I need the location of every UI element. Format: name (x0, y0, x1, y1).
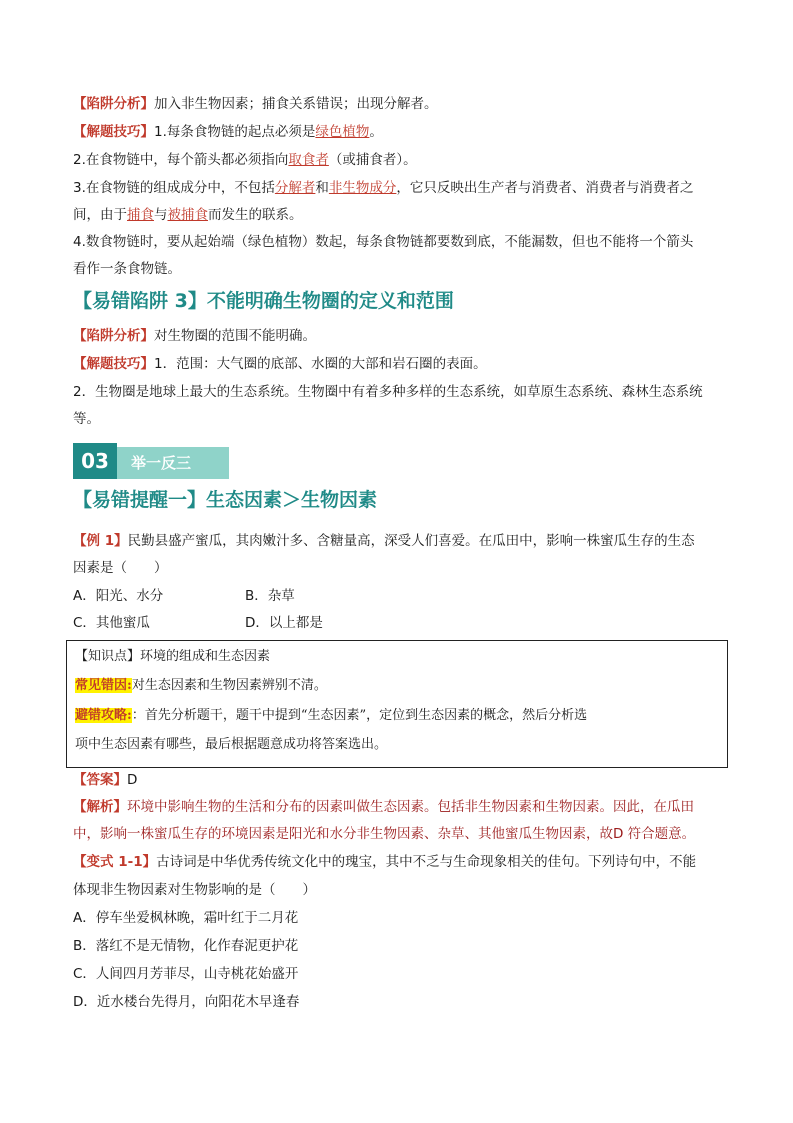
variant-option-b: B．落红不是无情物，化作春泥更护花 (73, 938, 299, 954)
example-tag: 【例 1】 (73, 533, 128, 549)
avoid-tip-tag: 避错攻略: (75, 708, 132, 723)
option-c: C．其他蜜瓜 (73, 615, 150, 631)
analysis-tag: 【解析】 (73, 799, 127, 815)
answer-value: D (127, 772, 138, 788)
example1-question-line1 (73, 531, 733, 551)
skill-line-2 (73, 150, 733, 170)
skill-line-3b (73, 205, 733, 225)
avoid-tip-text: ：首先分析题干，题干中提到“生态因素”，定位到生态因素的概念，然后分析选 (131, 708, 588, 723)
avoid-tip-line (75, 706, 723, 726)
skill-text: 与 (154, 207, 168, 223)
variant-question-line2: 体现非生物因素对生物影响的是（ ） (73, 882, 316, 898)
variant-tag: 【变式 1-1】 (73, 854, 157, 870)
example1-question-line2: 因素是（ ） (73, 560, 168, 576)
skill-text: （或捕食者）。 (328, 152, 417, 168)
skill-tag: 【解题技巧】 (73, 124, 154, 140)
skill-text: 。 (369, 124, 383, 140)
option-a: A．阳光、水分 (73, 588, 164, 604)
analysis-text: 环境中影响生物的生活和分布的因素叫做生态因素。包括非生物因素和生物因素。因此，在瓜田 (127, 799, 694, 815)
highlight-term: 捕食 (127, 207, 154, 223)
reminder-heading: 【易错提醒一】生态因素＞生物因素 (73, 489, 378, 511)
highlight-term: 分解者 (274, 180, 316, 196)
analysis-line-2: 中，影响一株蜜瓜生存的环境因素是阳光和水分非生物因素、杂草、其他蜜瓜生物因素，故D 符合题意。 (73, 826, 696, 842)
section-number: 03 (73, 443, 117, 479)
skill-text: 而发生的联系。 (208, 207, 303, 223)
answer-line (73, 770, 733, 790)
knowledge-point: 【知识点】环境的组成和生态因素 (75, 649, 271, 664)
variant-option-c: C．人间四月芳菲尽，山寺桃花始盛开 (73, 966, 299, 982)
question-text: 民勤县盛产蜜瓜，其肉嫩汁多、含糖量高，深受人们喜爱。在瓜田中，影响一株蜜瓜生存的生态 (127, 533, 695, 549)
trap-analysis-tag: 【陷阱分析】 (73, 328, 154, 344)
skill-text: 2.在食物链中，每个箭头都必须指向 (73, 152, 289, 168)
common-error-line (75, 676, 723, 696)
trap3-line-2: 2．生物圈是地球上最大的生态系统。生物圈中有着多种多样的生态系统，如草原生态系统、森林生态系统 (73, 384, 703, 400)
variant-option-a: A．停车坐爱枫林晚，霜叶红于二月花 (73, 910, 299, 926)
option-d: D．以上都是 (245, 615, 323, 631)
trap-analysis-text: 加入非生物因素；捕食关系错误；出现分解者。 (154, 96, 438, 112)
question-text: 古诗词是中华优秀传统文化中的瑰宝，其中不乏与生命现象相关的佳句。下列诗句中，不能 (156, 854, 697, 870)
common-error-text: 对生态因素和生物因素辨别不清。 (131, 678, 327, 693)
trap3-skill-line (73, 354, 733, 374)
skill-text: 1.每条食物链的起点必须是 (154, 124, 316, 140)
highlight-term: 绿色植物 (315, 124, 370, 140)
trap-analysis-text: 对生物圈的范围不能明确。 (154, 328, 316, 344)
highlight-term: 非生物成分 (328, 180, 397, 196)
trap3-analysis-line (73, 326, 733, 346)
skill-tag: 【解题技巧】 (73, 356, 154, 372)
common-error-tag: 常见错因: (75, 678, 132, 693)
trap-analysis-line (73, 94, 733, 114)
answer-tag: 【答案】 (73, 772, 127, 788)
trap-analysis-tag: 【陷阱分析】 (73, 96, 154, 112)
skill-line-4: 4.数食物链时，要从起始端（绿色植物）数起，每条食物链都要数到底，不能漏数，但也不能将一个箭头 (73, 234, 694, 250)
skill-line-4b: 看作一条食物链。 (73, 261, 181, 277)
knowledge-box (66, 640, 728, 768)
trap3-line-3: 等。 (73, 411, 100, 427)
variant-question-line1 (73, 852, 733, 872)
skill-text: 和 (315, 180, 329, 196)
skill-text: 3.在食物链的组成成分中，不包括 (73, 180, 275, 196)
avoid-tip-line-2: 项中生态因素有哪些，最后根据题意成功将答案选出。 (75, 737, 388, 752)
skill-text: 1．范围：大气圈的底部、水圈的大部和岩石圈的表面。 (154, 356, 487, 372)
section-badge (73, 443, 229, 479)
analysis-line-1 (73, 797, 733, 817)
trap3-heading: 【易错陷阱 3】不能明确生物圈的定义和范围 (73, 290, 454, 312)
skill-text: 间，由于 (73, 207, 127, 223)
option-b: B．杂草 (245, 588, 295, 604)
highlight-term: 取食者 (288, 152, 329, 168)
highlight-term: 被捕食 (167, 207, 208, 223)
section-label: 举一反三 (117, 447, 229, 479)
skill-line-1 (73, 122, 733, 142)
skill-text: ，它只反映出生产者与消费者、消费者与消费者之 (396, 180, 694, 196)
variant-option-d: D．近水楼台先得月，向阳花木早逢春 (73, 994, 300, 1010)
skill-line-3 (73, 178, 733, 198)
